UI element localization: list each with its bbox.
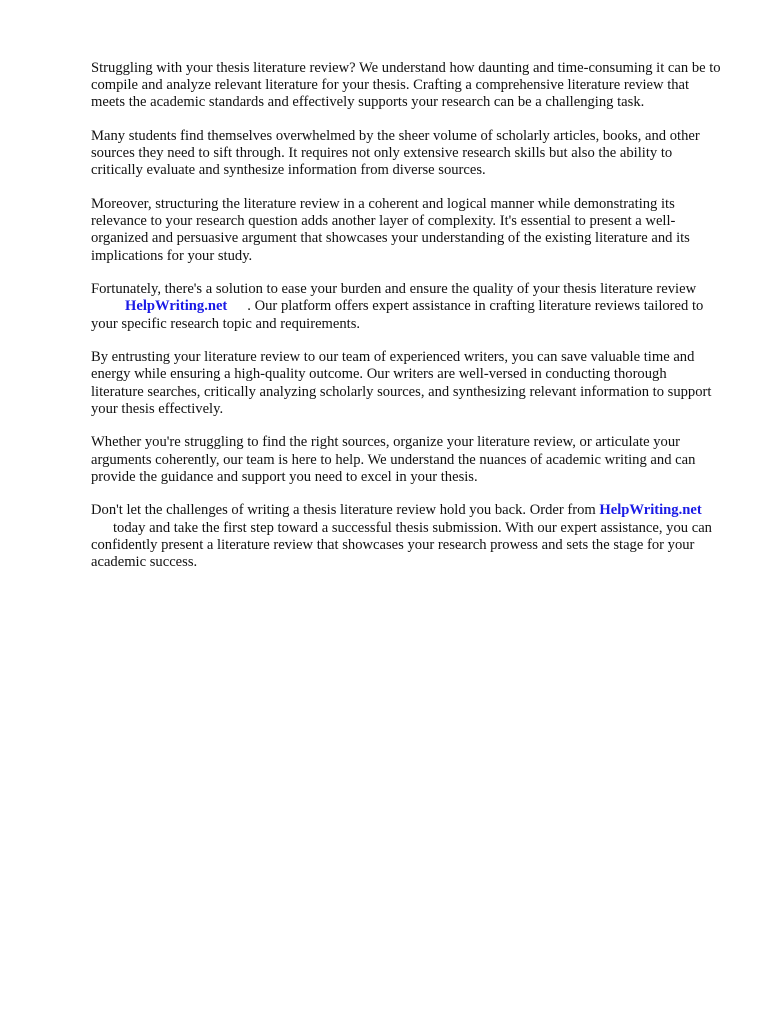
paragraph-7 xyxy=(91,502,721,571)
paragraph-4-text-after: . Our platform offers expert assistance in crafting literature reviews tailored to your specific research topic and requirements. xyxy=(91,298,704,332)
helpwriting-link[interactable]: HelpWriting.net xyxy=(125,298,228,315)
helpwriting-link-order[interactable]: HelpWriting.net xyxy=(599,502,702,519)
paragraph-2: Many students find themselves overwhelmed by the sheer volume of scholarly articles, books, and other sources they need to sift through. It requires not only extensive research skills but also the ability to critically evaluate and synthesize information from diverse sources. xyxy=(91,128,700,179)
document-body xyxy=(91,60,721,588)
paragraph-4-text-before: Fortunately, there's a solution to ease your burden and ensure the quality of your thesis literature review xyxy=(91,281,697,298)
paragraph-1: Struggling with your thesis literature review? We understand how daunting and time-consuming it can be to compile and analyze relevant literature for your thesis. Crafting a comprehensive literature review that meets the academic standards and effectively supports your research can be a challenging task. xyxy=(91,60,721,111)
paragraph-5: By entrusting your literature review to our team of experienced writers, you can save valuable time and energy while ensuring a high-quality outcome. Our writers are well-versed in conducting thorough literature searches, critically analyzing scholarly sources, and synthesizing relevant information to support your thesis effectively. xyxy=(91,349,712,417)
paragraph-4 xyxy=(91,281,721,333)
paragraph-7-text-after: today and take the first step toward a successful thesis submission. With our expert assistance, you can confidently present a literature review that showcases your research prowess and sets the stage for your academic success. xyxy=(91,519,712,571)
paragraph-3: Moreover, structuring the literature review in a coherent and logical manner while demonstrating its relevance to your research question adds another layer of complexity. It's essential to present a well-organized and persuasive argument that showcases your understanding of the existing literature and its implications for your study. xyxy=(91,196,690,264)
paragraph-6: Whether you're struggling to find the right sources, organize your literature review, or articulate your arguments coherently, our team is here to help. We understand the nuances of academic writing and can provide the guidance and support you need to excel in your thesis. xyxy=(91,434,696,485)
paragraph-7-text-before: Don't let the challenges of writing a thesis literature review hold you back. Order from xyxy=(91,502,596,519)
